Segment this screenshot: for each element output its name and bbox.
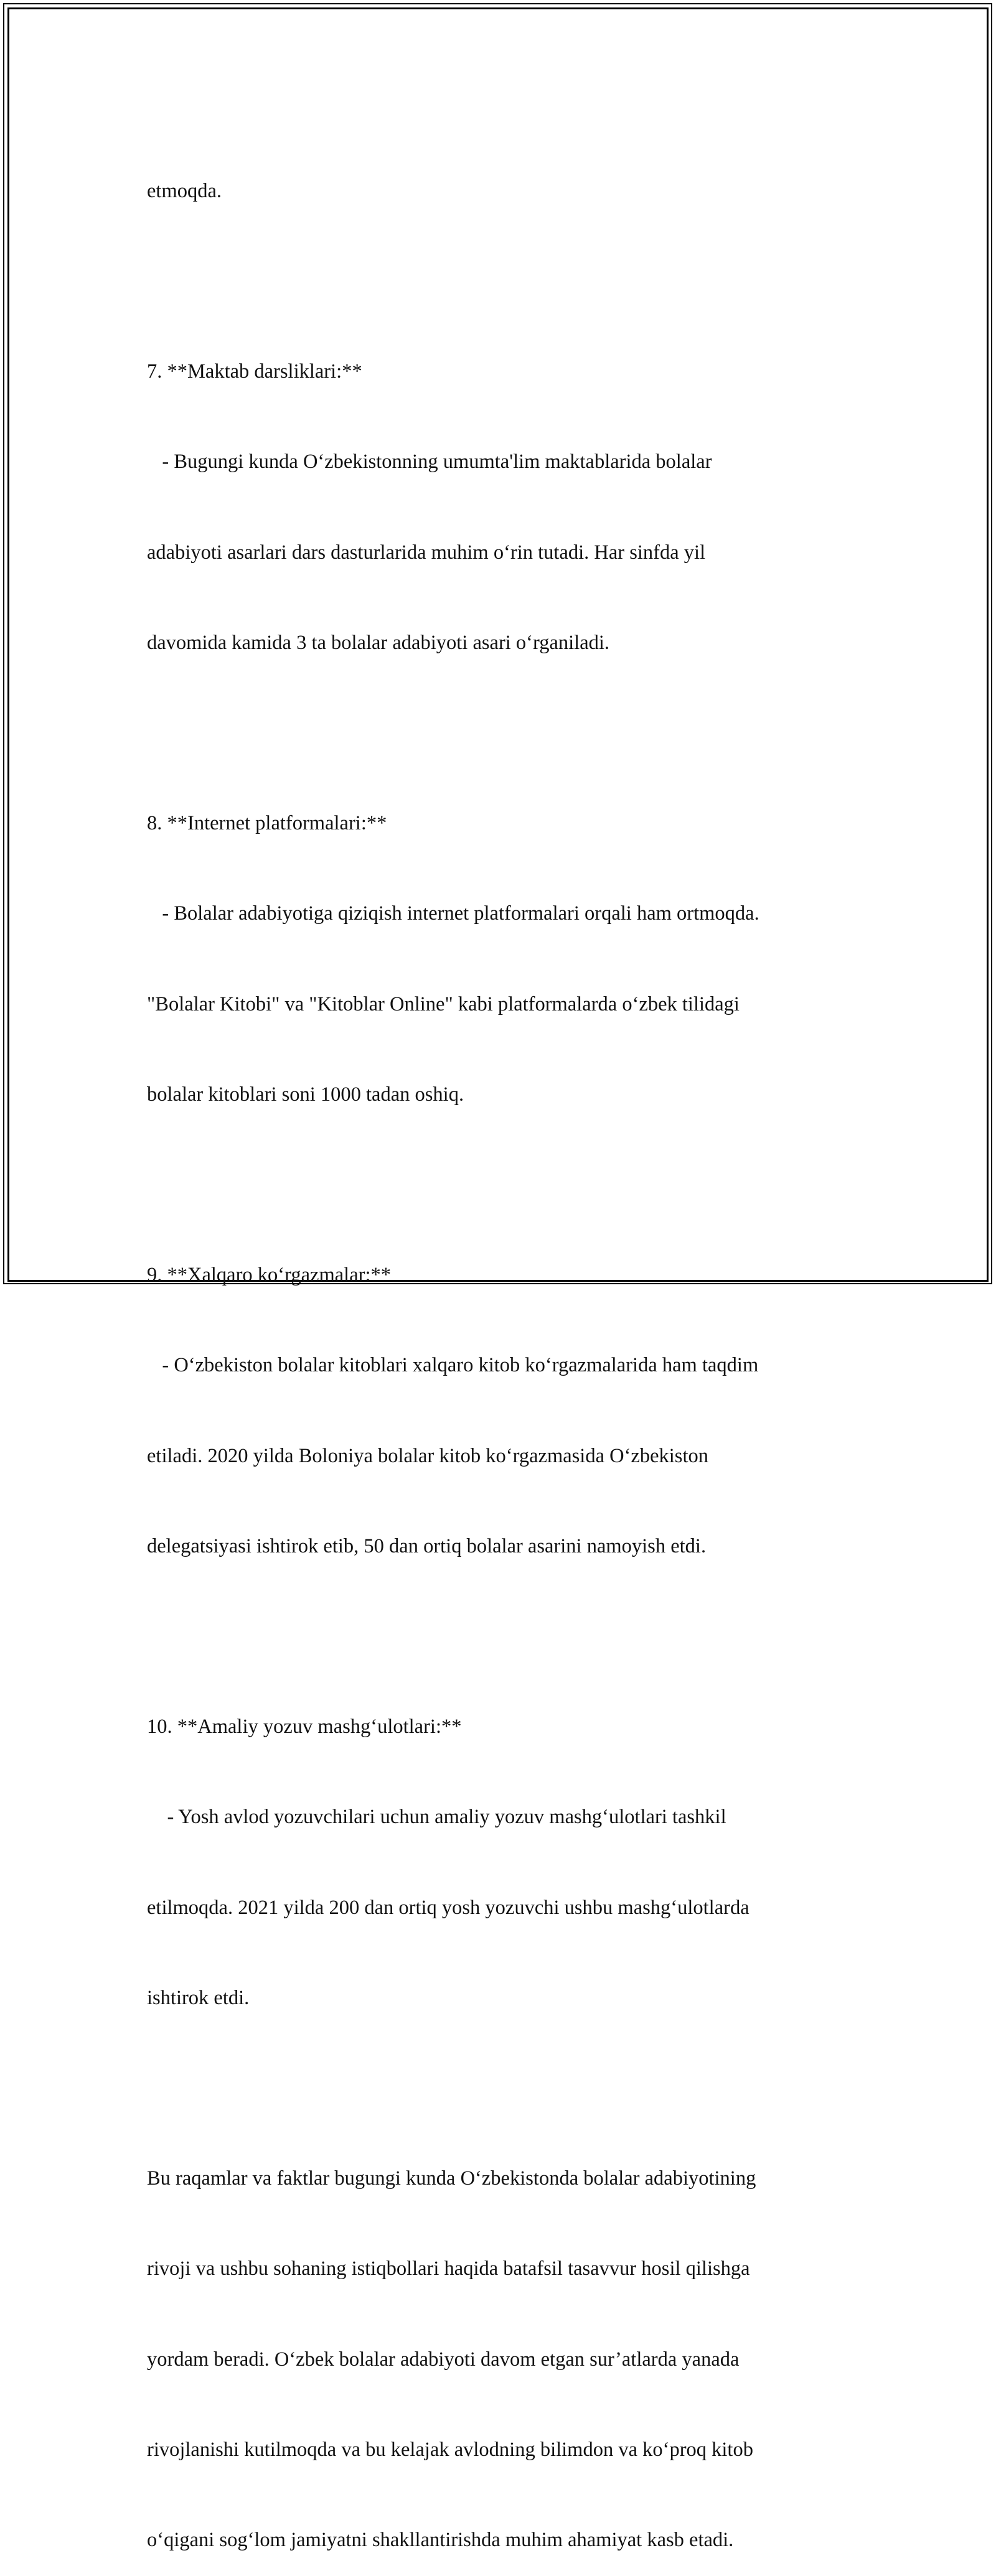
text-line: - O‘zbekiston bolalar kitoblari xalqaro kitob ko‘rgazmalarida ham taqdim bbox=[147, 1354, 759, 1377]
text-line: rivojlanishi kutilmoqda va bu kelajak avlodning bilimdon va ko‘proq kitob bbox=[147, 2438, 753, 2461]
section-heading: 8. **Internet platformalari:** bbox=[147, 812, 387, 835]
text-line: bolalar kitoblari soni 1000 tadan oshiq. bbox=[147, 1083, 464, 1106]
text-line: o‘qigani sog‘lom jamiyatni shakllantirishda muhim ahamiyat kasb etadi. bbox=[147, 2529, 734, 2552]
text-line: adabiyoti asarlari dars dasturlarida muhim o‘rin tutadi. Har sinfda yil bbox=[147, 541, 706, 564]
text-line: yordam beradi. O‘zbek bolalar adabiyoti davom etgan sur’atlarda yanada bbox=[147, 2348, 740, 2371]
section-heading: 10. **Amaliy yozuv mashg‘ulotlari:** bbox=[147, 1715, 462, 1738]
text-line: etiladi. 2020 yilda Boloniya bolalar kitob ko‘rgazmasida O‘zbekiston bbox=[147, 1444, 708, 1467]
blank-line bbox=[147, 1622, 857, 1651]
text-line: "Bolalar Kitobi" va "Kitoblar Online" kabi platformalarda o‘zbek tilidagi bbox=[147, 992, 740, 1015]
blank-line bbox=[147, 718, 857, 748]
section-heading: 7. **Maktab darsliklari:** bbox=[147, 360, 362, 383]
text-line: delegatsiyasi ishtirok etib, 50 dan ortiq bolalar asarini namoyish etdi. bbox=[147, 1534, 707, 1557]
text-line: ishtirok etdi. bbox=[147, 1986, 250, 2009]
text-line: Bu raqamlar va faktlar bugungi kunda O‘zbekistonda bolalar adabiyotining bbox=[147, 2167, 756, 2190]
text-line: davomida kamida 3 ta bolalar adabiyoti asari o‘rganiladi. bbox=[147, 631, 610, 654]
text-line: - Bugungi kunda O‘zbekistonning umumta'lim maktablarida bolalar bbox=[147, 450, 712, 474]
text-line: - Yosh avlod yozuvchilari uchun amaliy yozuv mashg‘ulotlari tashkil bbox=[147, 1806, 726, 1829]
blank-line bbox=[147, 1170, 857, 1200]
section-heading: 9. **Xalqaro ko‘rgazmalar:** bbox=[147, 1264, 391, 1287]
blank-line bbox=[147, 2073, 857, 2103]
text-line: - Bolalar adabiyotiga qiziqish internet platformalari orqali ham ortmoqda. bbox=[147, 902, 759, 925]
blank-line bbox=[147, 266, 857, 296]
text-line: etmoqda. bbox=[147, 179, 222, 202]
text-line: etilmoqda. 2021 yilda 200 dan ortiq yosh yozuvchi ushbu mashg‘ulotlarda bbox=[147, 1896, 749, 1919]
document-body bbox=[147, 116, 857, 2576]
text-line: rivoji va ushbu sohaning istiqbollari haqida batafsil tasavvur hosil qilishga bbox=[147, 2257, 750, 2280]
